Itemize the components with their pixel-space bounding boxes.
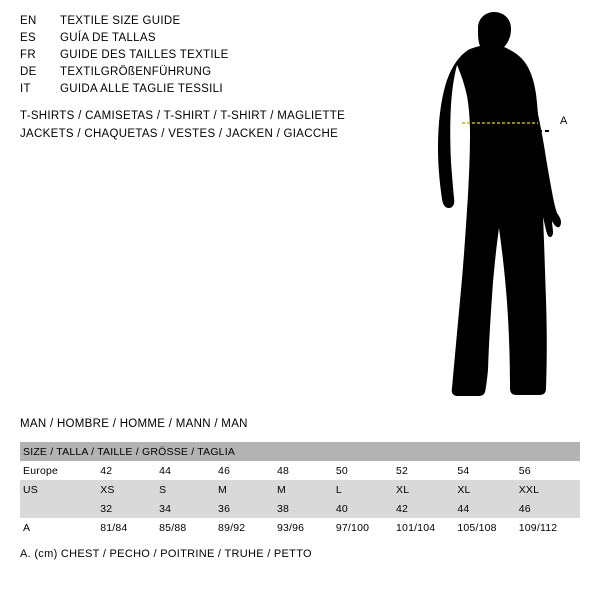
cell: 32	[100, 502, 113, 515]
table-header-label: SIZE / TALLA / TAILLE / GRÖSSE / TAGLIA	[23, 445, 236, 458]
language-row	[20, 15, 380, 32]
cell: 89/92	[218, 521, 246, 534]
cell: XL	[457, 483, 471, 496]
table-row	[20, 499, 580, 518]
marker-label-a: A	[560, 115, 568, 127]
cell: 42	[395, 502, 409, 515]
cell: 50	[335, 464, 348, 477]
cell: XS	[100, 483, 115, 496]
table-header-row	[20, 442, 580, 461]
language-code: ES	[20, 32, 36, 44]
cell: 48	[276, 464, 290, 477]
table-row	[20, 461, 580, 480]
cell: 44	[457, 502, 470, 515]
language-row	[20, 83, 380, 100]
language-text: GUÍA DE TALLAS	[60, 32, 156, 44]
chest-measure-line	[400, 10, 600, 400]
row-label: Europe	[23, 464, 59, 477]
cell: 52	[395, 464, 409, 477]
cell: XXL	[518, 483, 540, 496]
cell: 97/100	[335, 521, 370, 534]
row-label	[20, 499, 100, 518]
category-tshirts: T-SHIRTS / CAMISETAS / T-SHIRT / T-SHIRT / MAGLIETTE	[20, 110, 346, 122]
category-list	[20, 110, 400, 146]
row-label: A	[23, 521, 31, 534]
cell: 81/84	[100, 521, 128, 534]
language-list	[20, 15, 380, 100]
cell: 56	[518, 464, 531, 477]
cell: M	[218, 483, 227, 496]
cell: 34	[159, 502, 172, 515]
table-row	[20, 518, 580, 537]
cell: M	[276, 483, 286, 496]
cell: L	[335, 483, 342, 496]
language-text: TEXTILE SIZE GUIDE	[60, 15, 181, 27]
language-row	[20, 32, 380, 49]
cell: 36	[218, 502, 231, 515]
language-row	[20, 66, 380, 83]
cell: 101/104	[395, 521, 436, 534]
cell: 44	[159, 464, 172, 477]
cell: 46	[518, 502, 531, 515]
cell: 54	[457, 464, 470, 477]
table-row	[20, 480, 580, 499]
language-code: DE	[20, 66, 37, 78]
cell: 105/108	[457, 521, 497, 534]
cell: 85/88	[159, 521, 187, 534]
size-table	[20, 442, 580, 537]
language-text: GUIDE DES TAILLES TEXTILE	[60, 49, 229, 61]
language-text: TEXTILGRÖßENFÜHRUNG	[60, 66, 212, 78]
male-figure	[400, 10, 600, 400]
cell: XL	[395, 483, 410, 496]
language-text: GUIDA ALLE TAGLIE TESSILI	[60, 83, 223, 95]
language-code: FR	[20, 49, 36, 61]
cell: 38	[276, 502, 290, 515]
cell: S	[159, 483, 167, 496]
cell: 93/96	[276, 521, 305, 534]
cell: 46	[218, 464, 231, 477]
cell: 42	[100, 464, 113, 477]
row-label: US	[23, 483, 38, 496]
table-title: MAN / HOMBRE / HOMME / MANN / MAN	[20, 418, 248, 430]
cell: 109/112	[518, 521, 558, 534]
category-jackets: JACKETS / CHAQUETAS / VESTES / JACKEN / GIACCHE	[20, 128, 339, 140]
language-code: EN	[20, 15, 37, 27]
language-row	[20, 49, 380, 66]
language-code: IT	[20, 83, 31, 95]
cell: 40	[335, 502, 348, 515]
footnote: A. (cm) CHEST / PECHO / POITRINE / TRUHE / PETTO	[20, 548, 312, 560]
